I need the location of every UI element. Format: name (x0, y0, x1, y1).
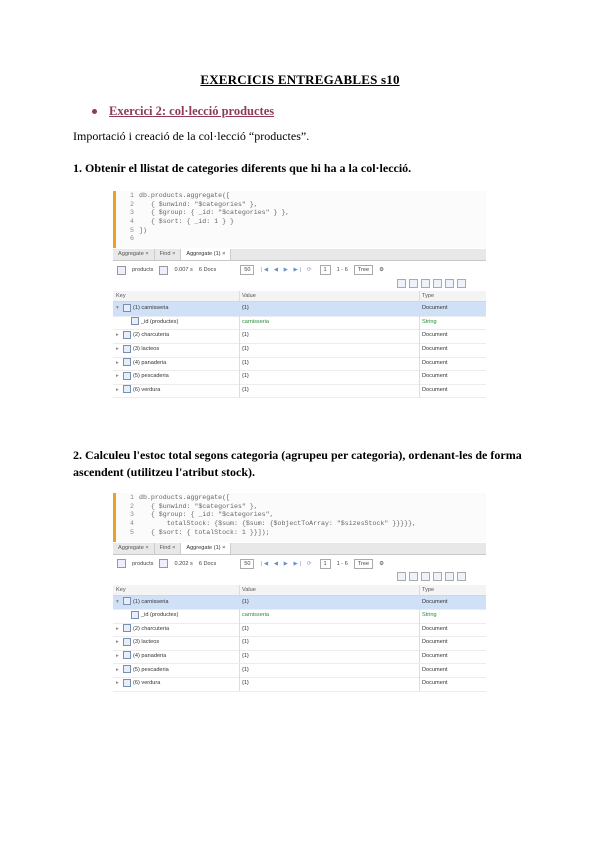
document-icon (123, 331, 131, 339)
page-size-select[interactable]: 50 (240, 265, 254, 275)
search-icon[interactable] (421, 279, 430, 288)
timer-icon (159, 559, 168, 568)
cell-key-text: (5) pescaderia (133, 666, 169, 673)
code-line (120, 520, 486, 529)
settings-gear-icon[interactable]: ⚙ (379, 560, 385, 567)
document-icon (123, 597, 131, 605)
line-number: 2 (130, 502, 134, 510)
expand-arrow-icon[interactable]: ▸ (116, 386, 119, 393)
cell-value: {1} (239, 636, 419, 650)
cell-key (113, 343, 239, 357)
code-line (120, 201, 486, 210)
code-editor[interactable] (113, 191, 486, 248)
grid-header (113, 291, 486, 302)
line-number: 1 (130, 494, 134, 501)
document-icon (123, 665, 131, 673)
table-row[interactable] (113, 623, 486, 638)
question-2: 2. Calculeu l'estoc total segons categoria (agrupeu per categoria), ordenant-les de forma ascendent (utilitzeu l'atribut stock). (73, 448, 522, 479)
cell-key-text: _id (productes) (141, 612, 179, 619)
results-toolbar (113, 263, 486, 277)
delete-icon[interactable] (457, 572, 466, 581)
code-line (120, 529, 486, 538)
tab-aggregate[interactable]: Aggregate × (113, 543, 155, 554)
code-text: { $group: { _id: "$categories" } }, (139, 209, 290, 217)
cell-key-text: (4) panaderia (133, 652, 167, 659)
expand-arrow-icon[interactable]: ▸ (116, 373, 119, 380)
table-view-icon[interactable] (397, 572, 406, 581)
cell-value: {1} (239, 329, 419, 343)
cell-key-text: _id (productes) (141, 318, 179, 325)
code-editor[interactable] (113, 493, 486, 542)
doc-count: 6 Docs (198, 267, 217, 274)
query-time: 0.202 s (174, 560, 193, 567)
doc-count: 6 Docs (198, 560, 217, 567)
expand-arrow-icon[interactable]: ▸ (116, 639, 119, 646)
exercise-heading (92, 104, 274, 119)
cell-type: Document (419, 302, 486, 316)
expand-arrow-icon[interactable]: ▾ (116, 598, 119, 605)
code-line (120, 227, 486, 236)
question-1: 1. Obtenir el llistat de categories diferents que hi ha a la col·lecció. (73, 161, 412, 175)
timer-icon (159, 266, 168, 275)
collection-icon (117, 559, 126, 568)
code-line (120, 192, 486, 201)
search-icon[interactable] (421, 572, 430, 581)
expand-arrow-icon[interactable]: ▸ (116, 346, 119, 352)
expand-arrow-icon[interactable]: ▾ (116, 305, 119, 312)
cell-type: Document (419, 384, 486, 398)
cell-key-text: (1) carnisseria (133, 598, 169, 605)
cell-key (113, 636, 239, 650)
cell-key (113, 596, 239, 610)
edit-icon[interactable] (445, 279, 454, 288)
table-row[interactable] (113, 370, 486, 385)
document-icon (123, 304, 131, 312)
column-header-value[interactable]: Value (239, 585, 419, 595)
collection-name: products (132, 560, 154, 567)
screenshot-query-2 (113, 493, 486, 708)
code-text: db.products.aggregate([ (139, 494, 231, 501)
line-number: 4 (130, 218, 134, 226)
cell-key (113, 357, 239, 371)
table-row[interactable] (113, 343, 486, 358)
tab-aggregate[interactable]: Find × (155, 543, 182, 554)
code-line (120, 218, 486, 227)
cell-type: Document (419, 370, 486, 384)
intro-text: Importació i creació de la col·lecció “productes”. (73, 129, 310, 143)
cell-type: Document (419, 623, 486, 637)
expand-arrow-icon[interactable]: ▸ (116, 666, 119, 673)
cell-value: {1} (239, 650, 419, 664)
cell-type: Document (419, 596, 486, 610)
table-row[interactable] (113, 609, 486, 624)
cell-key-text: (2) charcuteria (133, 625, 170, 632)
code-text: db.products.aggregate([ (139, 192, 231, 199)
result-tabs (113, 249, 486, 261)
table-view-icon[interactable] (397, 279, 406, 288)
cell-type: Document (419, 343, 486, 357)
field-icon (131, 317, 139, 325)
document-icon (123, 624, 131, 632)
view-mode-select[interactable]: Tree (354, 265, 373, 275)
document-icon (123, 345, 131, 353)
document-icon (123, 651, 131, 659)
cell-key-text: (6) verdura (133, 680, 161, 687)
line-number: 4 (130, 520, 134, 528)
document-icon (123, 372, 131, 380)
page-input[interactable]: 1 (320, 559, 331, 569)
column-header-key[interactable]: Key (116, 586, 126, 593)
cell-value: {1} (239, 596, 419, 610)
screenshot-query-1 (113, 191, 486, 413)
expand-arrow-icon[interactable]: ▸ (116, 652, 119, 659)
line-number: 6 (130, 235, 134, 243)
copy-icon[interactable] (433, 572, 442, 581)
code-text: ]) (139, 226, 147, 234)
result-actions-toolbar (397, 277, 466, 289)
line-number: 3 (130, 209, 134, 217)
cell-key (113, 384, 239, 398)
column-header-value[interactable]: Value (239, 291, 419, 301)
query-time: 0.007 s (174, 267, 193, 274)
cell-key-text: (1) carnisseria (133, 305, 169, 312)
cell-key (113, 329, 239, 343)
table-row[interactable] (113, 664, 486, 679)
line-number: 2 (130, 200, 134, 208)
column-header-key[interactable]: Key (116, 293, 126, 300)
cell-key-text: (3) lacteos (133, 639, 160, 646)
code-line (120, 209, 486, 218)
cell-type: Document (419, 636, 486, 650)
result-tabs (113, 543, 486, 555)
grid-header (113, 585, 486, 596)
cell-key-text: (2) charcuteria (133, 332, 170, 339)
results-toolbar (113, 557, 486, 571)
table-row[interactable] (113, 636, 486, 651)
pagination-arrows[interactable]: |◀ ◀ ▶ ▶| ⟳ (260, 560, 314, 567)
cell-type: Document (419, 664, 486, 678)
cell-value: {1} (239, 370, 419, 384)
cell-type: String (419, 316, 486, 330)
cell-type: Document (419, 357, 486, 371)
export-icon[interactable] (409, 572, 418, 581)
expand-arrow-icon[interactable]: ▸ (116, 625, 119, 632)
view-mode-select[interactable]: Tree (354, 559, 373, 569)
code-text: { $unwind: "$categories" }, (139, 200, 258, 208)
code-text: totalStock: {$sum: {$sum: {$objectToArray: "$sizesStock" }}}}}, (139, 520, 416, 528)
page-title: EXERCICIS ENTREGABLES s10 (200, 72, 400, 87)
table-row[interactable] (113, 677, 486, 692)
delete-icon[interactable] (457, 279, 466, 288)
code-text: { $group: { _id: "$categories", (139, 511, 274, 519)
cell-type: String (419, 609, 486, 623)
cell-value: {1} (239, 302, 419, 316)
cell-key-text: (6) verdura (133, 386, 161, 393)
document-icon (123, 679, 131, 687)
cell-key (113, 623, 239, 637)
table-row[interactable] (113, 302, 486, 317)
table-row[interactable] (113, 384, 486, 399)
document-icon (123, 385, 131, 393)
cell-key-text: (4) panaderia (133, 359, 167, 366)
cell-value: {1} (239, 384, 419, 398)
table-row[interactable] (113, 316, 486, 331)
code-line (120, 503, 486, 512)
cell-type: Document (419, 329, 486, 343)
cell-type: Document (419, 677, 486, 691)
column-header-type[interactable]: Type (419, 585, 486, 595)
result-actions-toolbar (397, 571, 466, 583)
line-number: 1 (130, 192, 134, 199)
code-text: { $unwind: "$categories" }, (139, 502, 258, 510)
code-line (120, 511, 486, 520)
page-size-select[interactable]: 50 (240, 559, 254, 569)
code-line (120, 494, 486, 503)
pagination-arrows[interactable]: |◀ ◀ ▶ ▶| ⟳ (260, 267, 314, 274)
exercise-title: Exercici 2: col·lecció productes (109, 104, 275, 118)
page-input[interactable]: 1 (320, 265, 331, 275)
code-text: { $sort: { _id: 1 } } (139, 218, 234, 226)
collection-name: products (132, 267, 154, 274)
cell-key-text: (5) pescaderia (133, 373, 169, 380)
cell-key-text: (3) lacteos (133, 346, 160, 352)
table-row[interactable] (113, 596, 486, 611)
cell-value: {1} (239, 357, 419, 371)
expand-arrow-icon[interactable]: ▸ (116, 680, 119, 687)
cell-value: carnisseria (239, 609, 419, 623)
code-text: { $sort: { totalStock: 1 }}]); (139, 528, 270, 536)
bullet-dot (92, 109, 97, 114)
cell-key (113, 302, 239, 316)
table-row[interactable] (113, 329, 486, 344)
line-number: 5 (130, 226, 134, 234)
document-icon (123, 358, 131, 366)
cell-key (113, 650, 239, 664)
page-range: 1 - 6 (336, 560, 348, 567)
cell-value: {1} (239, 664, 419, 678)
collection-icon (117, 266, 126, 275)
field-icon (131, 611, 139, 619)
cell-key (113, 609, 239, 623)
cell-key (113, 677, 239, 691)
cell-value: {1} (239, 343, 419, 357)
settings-gear-icon[interactable]: ⚙ (379, 267, 385, 274)
expand-arrow-icon[interactable]: ▸ (116, 359, 119, 366)
table-row[interactable] (113, 357, 486, 372)
cell-value: {1} (239, 677, 419, 691)
page-range: 1 - 6 (336, 267, 348, 274)
tab-aggregate[interactable]: Aggregate (1) × (181, 543, 231, 554)
export-icon[interactable] (409, 279, 418, 288)
copy-icon[interactable] (433, 279, 442, 288)
document-icon (123, 638, 131, 646)
line-number: 3 (130, 511, 134, 519)
cell-key (113, 316, 239, 330)
cell-value: {1} (239, 623, 419, 637)
tab-aggregate[interactable]: Find × (155, 249, 182, 260)
tab-aggregate[interactable]: Aggregate (1) × (181, 249, 231, 260)
edit-icon[interactable] (445, 572, 454, 581)
table-row[interactable] (113, 650, 486, 665)
expand-arrow-icon[interactable]: ▸ (116, 332, 119, 339)
code-line (120, 235, 486, 244)
column-header-type[interactable]: Type (419, 291, 486, 301)
line-number: 5 (130, 528, 134, 536)
cell-key (113, 370, 239, 384)
cell-key (113, 664, 239, 678)
tab-aggregate[interactable]: Aggregate × (113, 249, 155, 260)
cell-value: carnisseria (239, 316, 419, 330)
cell-type: Document (419, 650, 486, 664)
